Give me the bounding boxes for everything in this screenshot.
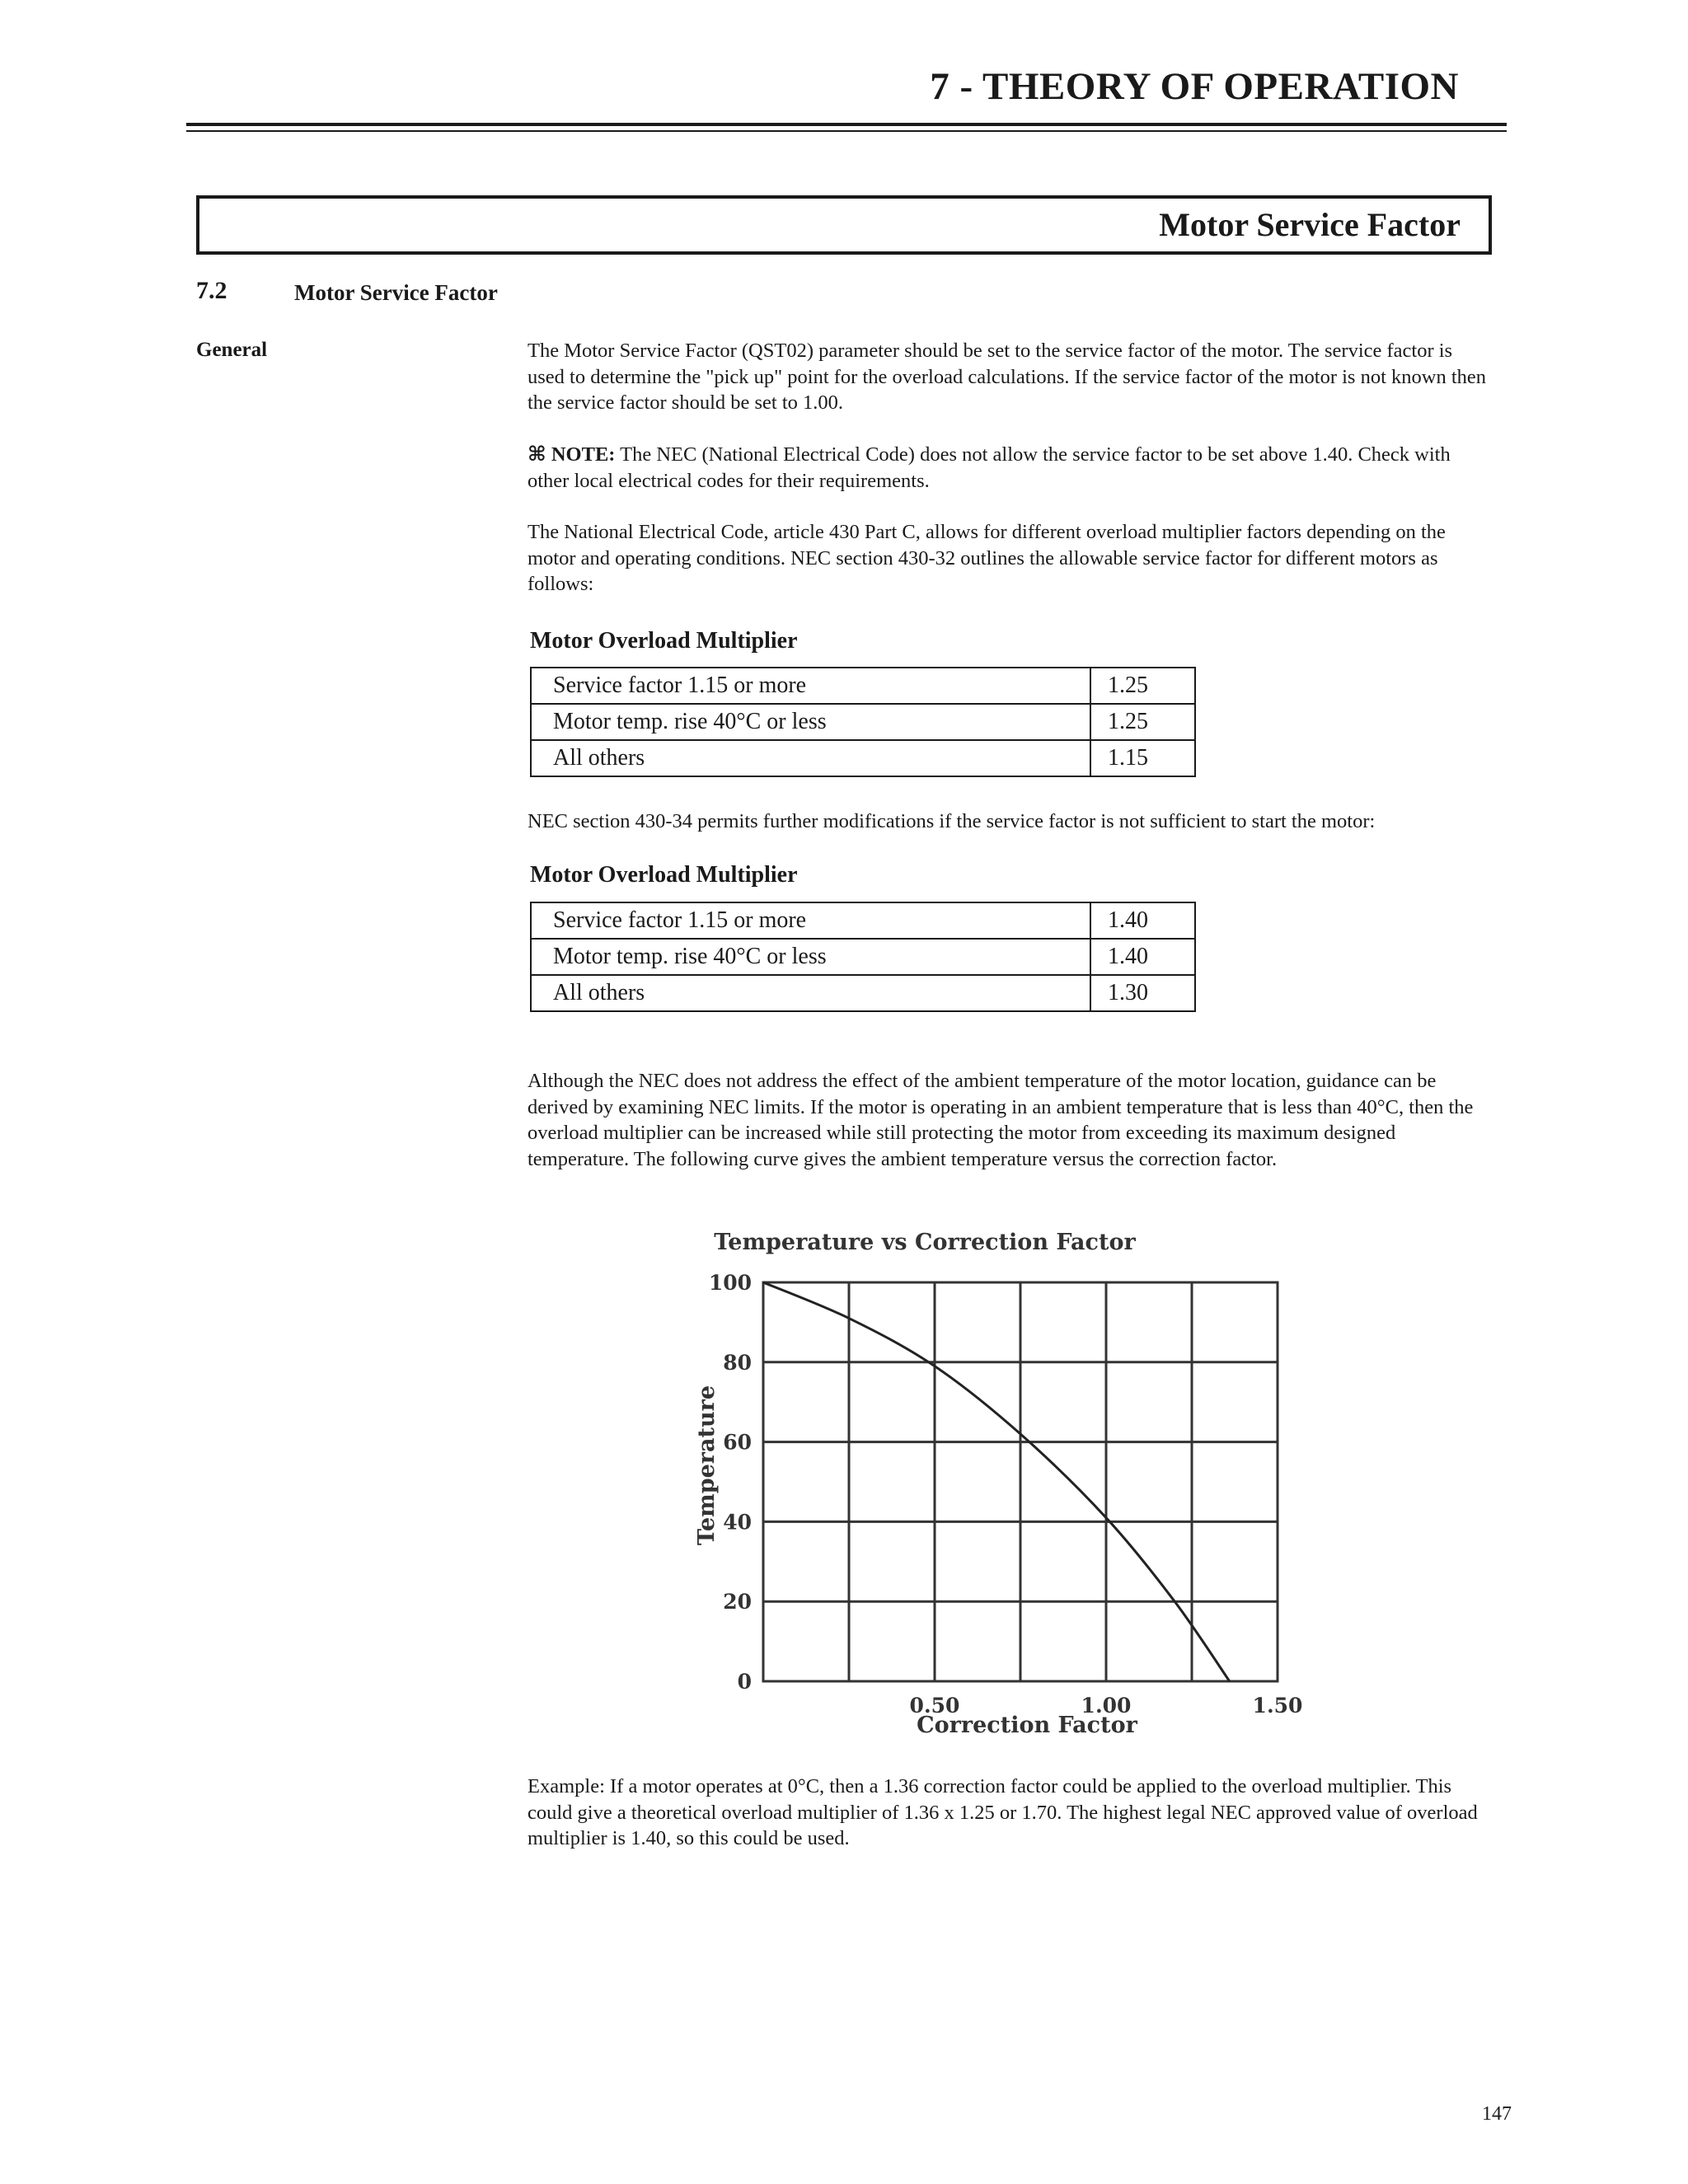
section-title-box [196, 195, 1492, 255]
note-text: The NEC (National Electrical Code) does not allow the service factor to be set above 1.40. Check with other local electrical codes for their requirements. [528, 443, 1451, 492]
chart-x-tick-label: 1.50 [1252, 1694, 1302, 1718]
chart-ticks [709, 1271, 1302, 1718]
temperature-correction-chart [676, 1226, 1302, 1754]
table-cell-label: Motor temp. rise 40°C or less [531, 704, 1090, 740]
header-rule-thick [186, 123, 1507, 126]
paragraph-nec-430-34-text: NEC section 430-34 permits further modifications if the service factor is not sufficient to start the motor: [528, 810, 1376, 832]
table-row [531, 668, 1195, 704]
chart-series-line-0 [763, 1282, 1230, 1681]
table-cell-label: All others [531, 740, 1090, 776]
header-rule-thin [186, 130, 1507, 132]
paragraph-nec-430-34 [528, 808, 1492, 835]
paragraph-nec-430 [528, 519, 1492, 598]
overload-table-2 [530, 902, 1196, 1012]
paragraph-nec-430-text: The National Electrical Code, article 430 Part C, allows for different overload multiplier factors depending on the motor and operating conditions. NEC section 430-32 outlines the allowable service factor for different motors as follows: [528, 521, 1446, 595]
table-cell-value: 1.25 [1090, 668, 1195, 704]
paragraph-example [528, 1774, 1492, 1852]
note-label: ⌘ NOTE: [528, 443, 616, 466]
paragraph-intro [528, 338, 1492, 416]
note-paragraph [528, 442, 1492, 494]
table2-title: Motor Overload Multiplier [530, 862, 798, 888]
section-box-title: Motor Service Factor [1159, 206, 1461, 243]
overload-table-1 [530, 667, 1196, 777]
table-row [531, 740, 1195, 776]
paragraph-example-text: Example: If a motor operates at 0°C, then a 1.36 correction factor could be applied to the overload multiplier. This could give a theoretical overload multiplier of 1.36 x 1.25 or 1.70. The highest legal NEC approved value of overload multiplier is 1.40, so this could be used. [528, 1775, 1478, 1849]
chart-y-tick-label: 60 [723, 1430, 752, 1455]
chart-title: Temperature vs Correction Factor [714, 1230, 1136, 1255]
chart-svg [676, 1226, 1302, 1754]
chart-grid [763, 1282, 1278, 1681]
table-row [531, 704, 1195, 740]
table1-title: Motor Overload Multiplier [530, 628, 798, 654]
paragraph-ambient-text: Although the NEC does not address the effect of the ambient temperature of the motor location, guidance can be derived by examining NEC limits. If the motor is operating in an ambient temperature that is less than 40°C, then the overload multiplier can be increased while still protecting the motor from exceeding its maximum designed temperature. The following curve gives the ambient temperature versus the correction factor. [528, 1070, 1474, 1170]
chart-xlabel: Correction Factor [917, 1713, 1137, 1738]
chart-y-tick-label: 80 [723, 1350, 752, 1375]
chart-series [763, 1282, 1230, 1681]
table-cell-label: All others [531, 975, 1090, 1011]
chart-ylabel: Temperature [694, 1385, 720, 1546]
chapter-title-text: 7 - THEORY OF OPERATION [930, 65, 1459, 108]
table-row [531, 902, 1195, 939]
page-number: 147 [1482, 2103, 1512, 2125]
table-row [531, 939, 1195, 975]
table-cell-label: Service factor 1.15 or more [531, 668, 1090, 704]
table-cell-value: 1.40 [1090, 939, 1195, 975]
paragraph-intro-text: The Motor Service Factor (QST02) parameter should be set to the service factor of the motor. The service factor is used to determine the "pick up" point for the overload calculations. If the service factor of the motor is not known then the service factor should be set to 1.00. [528, 340, 1486, 414]
table-cell-value: 1.30 [1090, 975, 1195, 1011]
table-cell-label: Motor temp. rise 40°C or less [531, 939, 1090, 975]
table-cell-value: 1.25 [1090, 704, 1195, 740]
table-cell-label: Service factor 1.15 or more [531, 902, 1090, 939]
chart-y-tick-label: 20 [723, 1590, 752, 1615]
section-number: 7.2 [196, 277, 227, 304]
table-cell-value: 1.15 [1090, 740, 1195, 776]
chart-y-tick-label: 0 [737, 1670, 752, 1694]
section-heading: Motor Service Factor [294, 280, 498, 305]
note-block [528, 442, 1492, 494]
chart-x-tick-label: 1.00 [1081, 1694, 1132, 1718]
chart-y-tick-label: 100 [708, 1271, 752, 1295]
chart-y-tick-label: 40 [723, 1510, 752, 1535]
table-row [531, 975, 1195, 1011]
table-cell-value: 1.40 [1090, 902, 1195, 939]
paragraph-ambient [528, 1068, 1492, 1172]
side-label-general: General [196, 339, 268, 361]
chart-x-tick-label: 0.50 [909, 1694, 960, 1718]
